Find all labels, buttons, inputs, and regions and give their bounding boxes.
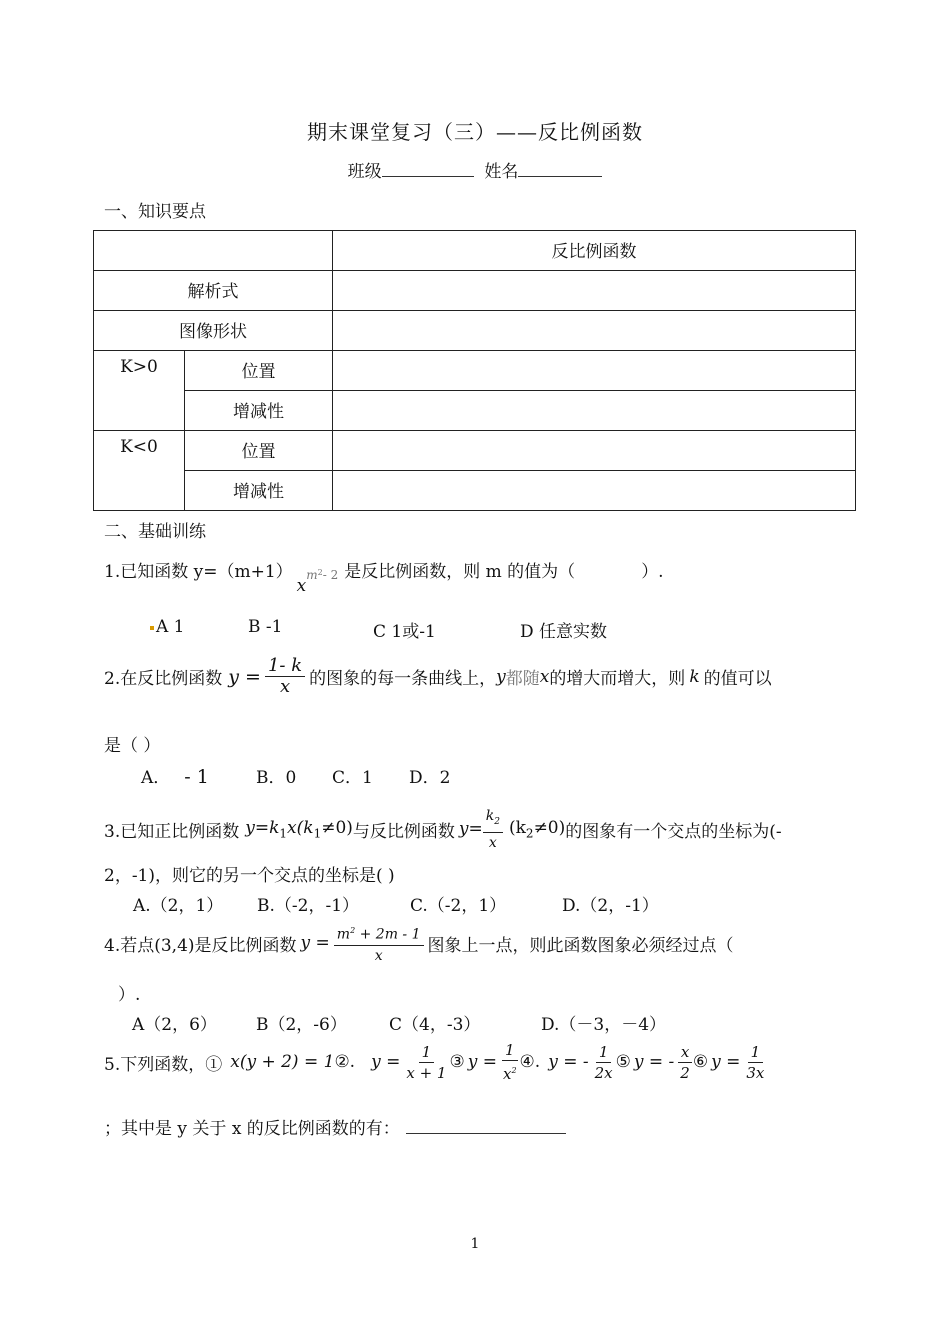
knowledge-table (93, 230, 856, 511)
q2-option-d[interactable]: D．2 (409, 768, 451, 788)
table-row (94, 311, 856, 351)
q3-option-d[interactable]: D.（2，-1） (562, 896, 659, 916)
q4-option-d[interactable]: D.（－3，－4） (541, 1015, 667, 1035)
q4-option-c[interactable]: C（4，-3） (389, 1015, 481, 1035)
q5-marker-6: ⑥ (692, 1052, 709, 1072)
q1-option-c[interactable]: C 1或-1 (373, 622, 436, 642)
q1-option-b[interactable]: B -1 (248, 617, 283, 637)
marker-icon (150, 626, 154, 630)
question-1 (104, 557, 664, 596)
q3-y-eq: y= (458, 819, 483, 840)
q5-answer-blank[interactable] (406, 1119, 566, 1134)
q4-y-eq: y = (300, 933, 330, 954)
row-label-k-positive: K>0 (94, 351, 185, 431)
row-label-k-negative: K<0 (94, 431, 185, 511)
q5-marker-5: ⑤ (615, 1052, 631, 1072)
q2-y-var: y (496, 666, 506, 687)
table-row (94, 431, 856, 471)
question-4 (104, 921, 734, 966)
q4-line2: ）. (118, 985, 141, 1005)
q5-function-5-fraction: $\frac{x}{2}$ (677, 1042, 693, 1083)
q4-text: 4.若点(3,4)是反比例函数 (104, 935, 297, 956)
q2-k-var: k (689, 666, 700, 687)
q5-marker-3: ③ (449, 1052, 465, 1072)
q3-fraction: $\frac{k_2}{x}$ (483, 806, 503, 853)
q4-option-b[interactable]: B（2，-6） (256, 1015, 347, 1035)
q3-text-b: 与反比例函数 (352, 821, 455, 842)
q1-text-c: ）. (641, 562, 664, 582)
q2-text-b: 的图象的每一条曲线上， (309, 669, 497, 689)
q2-fraction: $\frac{1- k}{x}$ (265, 656, 305, 697)
q2-option-a[interactable]: A． - 1 (141, 766, 209, 788)
section-heading-2: 二、基础训练 (104, 522, 206, 542)
q5-function-6-lhs: y = (711, 1052, 741, 1072)
q3-line2: 2，-1)，则它的另一个交点的坐标是( ) (104, 866, 395, 886)
q1-text-b: 是反比例函数，则 m 的值为（ (344, 562, 576, 582)
q5-function-6-fraction: $\frac{1}{3x}$ (746, 1042, 765, 1082)
name-blank[interactable] (518, 162, 602, 177)
section-heading-1: 一、知识要点 (104, 202, 206, 222)
q3-option-b[interactable]: B.（-2，-1） (257, 896, 360, 916)
table-row (94, 471, 856, 511)
q2-line2: 是（ ） (104, 736, 161, 756)
q2-text-d: 的增大而增大，则 (549, 669, 686, 689)
question-2 (104, 656, 772, 697)
class-blank[interactable] (382, 162, 474, 177)
q3-proportional-expr: $y=k_1x(k_1\ne 0)$ (245, 818, 353, 841)
q1-option-d[interactable]: D 任意实数 (520, 622, 608, 642)
q1-text: 1.已知函数 y=（m+1） (104, 562, 293, 582)
q5-function-4-lhs: y = - (548, 1052, 589, 1072)
q4-option-a[interactable]: A（2，6） (132, 1015, 217, 1035)
q2-x-var: x (539, 666, 550, 687)
q2-text: 2.在反比例函数 (104, 669, 223, 689)
q5-function-5-lhs: y = - (633, 1052, 675, 1072)
q5-line2: ；其中是 y 关于 x 的反比例函数的有： (104, 1114, 566, 1139)
table-row (94, 271, 856, 311)
q2-option-b[interactable]: B．0 (256, 768, 297, 788)
row-label-position: 位置 (185, 431, 333, 471)
row-label-position: 位置 (185, 351, 333, 391)
table-header-cell: 反比例函数 (333, 231, 856, 271)
row-label-monotonic: 增减性 (185, 391, 333, 431)
q2-text-e: 的值可以 (703, 669, 772, 689)
q2-option-c[interactable]: C．1 (332, 768, 373, 788)
q5-function-2-lhs: y = (371, 1052, 401, 1072)
q4-fraction: $\frac{m^2 + 2m - 1}{x}$ (334, 921, 424, 966)
q2-y-eq: y = (228, 665, 261, 688)
page-title: 期末课堂复习（三）——反比例函数 (307, 120, 643, 144)
name-label: 姓名 (484, 162, 519, 182)
q3-inverse-condition: $(k_2\ne 0)$ (508, 818, 566, 841)
q3-text: 3.已知正比例函数 (104, 821, 240, 842)
q5-function-2-fraction: $\frac{1}{x + 1}$ (406, 1042, 447, 1082)
q4-text-b: 图象上一点，则此函数图象必须经过点（ (427, 935, 734, 956)
q3-option-a[interactable]: A.（2，1） (133, 896, 224, 916)
q3-option-c[interactable]: C.（-2，1） (410, 896, 507, 916)
class-label: 班级 (347, 162, 382, 182)
answer-cell-kpos-monotonic[interactable] (333, 391, 856, 431)
answer-cell-kneg-position[interactable] (333, 431, 856, 471)
table-row (94, 351, 856, 391)
q5-function-3-fraction: $\frac{1}{x^2}$ (502, 1041, 517, 1083)
q5-text: 5.下列函数，① (104, 1054, 223, 1075)
answer-cell-kneg-monotonic[interactable] (333, 471, 856, 511)
page-number: 1 (470, 1236, 480, 1252)
table-cell (94, 231, 333, 271)
answer-cell-kpos-position[interactable] (333, 351, 856, 391)
class-name-line (0, 157, 950, 182)
q1-power-expression: $x^{m^2- 2}$ (296, 568, 339, 596)
q1-option-a[interactable]: A 1 (150, 617, 185, 637)
q5-function-4-fraction: $\frac{1}{2x}$ (594, 1042, 613, 1082)
question-3 (104, 806, 782, 853)
q3-text-c: 的图象有一个交点的坐标为(- (565, 821, 782, 842)
row-label-monotonic: 增减性 (185, 471, 333, 511)
table-row (94, 391, 856, 431)
question-5 (104, 1040, 767, 1084)
q5-marker-2: ②. (334, 1052, 356, 1072)
answer-cell-shape[interactable] (333, 311, 856, 351)
row-label-shape: 图像形状 (94, 311, 333, 351)
row-label-formula: 解析式 (94, 271, 333, 311)
q5-marker-4: ④. (519, 1052, 541, 1072)
q2-text-c: 都随 (505, 669, 540, 689)
table-row (94, 231, 856, 271)
answer-cell-formula[interactable] (333, 271, 856, 311)
q5-function-1: x(y + 2) = 1 (230, 1052, 335, 1072)
q5-function-3-lhs: y = (467, 1052, 497, 1072)
